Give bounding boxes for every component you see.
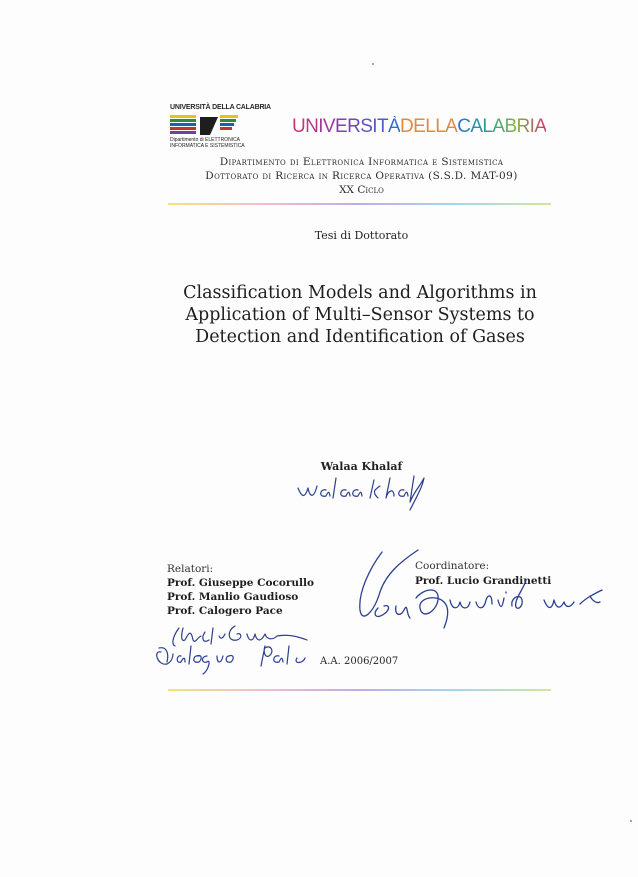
footer-divider [168,689,551,691]
thesis-type: Tesi di Dottorato [314,229,409,242]
coordinator-label: Coordinatore: [415,560,490,572]
header-divider [168,203,551,205]
thesis-title [150,282,570,348]
supervisor-name: Prof. Giuseppe Cocorullo [167,577,314,589]
university-wordmark: UNIVERSITÀDELLACALABRIA [292,116,547,137]
title-line: Classification Models and Algorithms in [183,283,537,303]
coordinator-signature [352,548,607,633]
author-name: Walaa Khalaf [320,460,403,473]
title-line: Application of Multi–Sensor Systems to [185,305,535,325]
supervisors-signatures [157,622,317,676]
title-line: Detection and Identification of Gases [195,327,525,347]
supervisor-name: Prof. Calogero Pace [167,605,283,617]
supervisor-name: Prof. Manlio Gaudioso [167,591,299,603]
scan-speck [630,820,632,822]
logo-university-text: UNIVERSITÀ DELLA CALABRIA [170,104,271,111]
logo-department-text: Dipartimento di ELETTRONICA INFORMATICA E SISTEMISTICA [170,137,245,149]
scan-speck [372,63,374,65]
university-logo [170,104,280,154]
department-name: Dipartimento di Elettronica Informatica e Sistemistica [219,156,504,168]
supervisors-label: Relatori: [167,563,214,575]
doctorate-cycle: XX Ciclo [339,184,384,196]
author-signature [296,476,431,516]
doctorate-program: Dottorato di Ricerca in Ricerca Operativa (S.S.D. MAT-09) [205,170,518,182]
academic-year: A.A. 2006/2007 [320,656,399,667]
coordinator-name: Prof. Lucio Grandinetti [415,575,552,587]
logo-stripes-icon [170,115,240,137]
